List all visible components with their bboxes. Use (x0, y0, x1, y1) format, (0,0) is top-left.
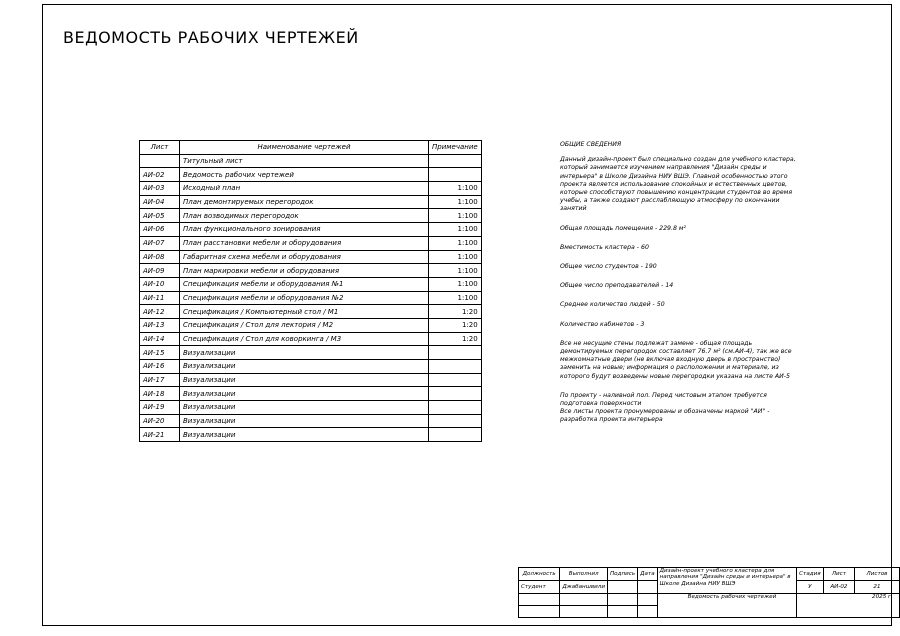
sheet-note: 1:100 (429, 264, 482, 278)
stamp-sheets-count: 21 (854, 581, 899, 594)
table-row (140, 209, 482, 223)
sheet-name: Визуализации (180, 387, 429, 401)
sheet-code: АИ-15 (140, 346, 180, 360)
table-row (140, 250, 482, 264)
sheet-note: 1:100 (429, 236, 482, 250)
sheet-code: АИ-14 (140, 332, 180, 346)
sheet-code: АИ-07 (140, 236, 180, 250)
general-info-paragraph: По проекту - наливной пол. Перед чистовым этапом требуется подготовка поверхности Все листы проекта пронумерованы и обозначены маркой "АИ" - разработка проекта интерьера (560, 391, 770, 424)
general-info-paragraph: Среднее количество людей - 50 (560, 301, 665, 309)
table-row (140, 264, 482, 278)
sheet-name: План функционального зонирования (180, 223, 429, 237)
sheet-note (429, 387, 482, 401)
table-row (140, 182, 482, 196)
sheet-code: АИ-13 (140, 318, 180, 332)
sheet-note: 1:20 (429, 332, 482, 346)
table-row (140, 223, 482, 237)
sheet-note: 1:20 (429, 318, 482, 332)
sheets-header-cell: Наименование чертежей (180, 141, 429, 155)
sheet-name: Визуализации (180, 373, 429, 387)
stamp-header-stage: Стадия (796, 568, 823, 581)
general-info-paragraph: Данный дизайн-проект был специально создан для учебного кластера, который занимается изучением направления "Дизайн среды и интерьера" в Школе Дизайна НИУ ВШЭ. Главной особенностью этого проекта является использование спокойных и естественных цветов, которые способствуют повышению концентрации студентов во время учебы, а также создают расслабляющую атмосферу по окончании занятий (560, 156, 796, 213)
sheet-note (429, 346, 482, 360)
table-row (140, 277, 482, 291)
table-row (140, 414, 482, 428)
table-row (140, 195, 482, 209)
sheet-name: Титульный лист (180, 154, 429, 168)
stamp-empty-5 (519, 606, 560, 618)
sheet-note: 1:100 (429, 250, 482, 264)
title-block (518, 567, 900, 618)
general-info-paragraph: Общая площадь помещения - 229.8 м² (560, 224, 687, 232)
stamp-header-position: Должность (519, 568, 560, 581)
general-info-paragraph: Общее число студентов - 190 (560, 263, 657, 271)
sheet-note (429, 373, 482, 387)
stamp-performer: Джабаншвили (560, 581, 608, 594)
general-info-paragraph: Общее число преподавателей - 14 (560, 282, 674, 290)
sheet-note: 1:20 (429, 305, 482, 319)
sheet-code: АИ-21 (140, 428, 180, 442)
sheets-table-header (140, 141, 482, 155)
sheet-code: АИ-04 (140, 195, 180, 209)
sheet-name: Спецификация / Компьютерный стол / М1 (180, 305, 429, 319)
sheets-header-cell: Примечание (429, 141, 482, 155)
stamp-empty-4 (638, 594, 657, 606)
general-info-paragraph: Вместимость кластера - 60 (560, 243, 649, 251)
sheet-note: 1:100 (429, 195, 482, 209)
stamp-project-name: Дизайн-проект учебного кластера для направления "Дизайн среды и интерьера" в Школе Дизайна НИУ ВШЭ (657, 568, 796, 594)
stamp-empty-3 (607, 594, 637, 606)
general-info-paragraphs (560, 156, 796, 424)
stamp-position: Студент (519, 581, 560, 594)
sheet-note (429, 414, 482, 428)
sheet-code: АИ-10 (140, 277, 180, 291)
sheet-name: Исходный план (180, 182, 429, 196)
sheet-code: АИ-02 (140, 168, 180, 182)
sheet-note: 1:100 (429, 277, 482, 291)
stamp-empty-2 (560, 594, 608, 606)
table-row (140, 401, 482, 415)
sheet-name: Визуализации (180, 346, 429, 360)
table-row (140, 387, 482, 401)
stamp-header-signature: Подпись (607, 568, 637, 581)
stamp-header-performer: Выполнил (560, 568, 608, 581)
sheet-name: Ведомость рабочих чертежей (180, 168, 429, 182)
sheet-note (429, 168, 482, 182)
stamp-sheet-name: Ведомость рабочих чертежей (657, 594, 796, 618)
sheet-note: 1:100 (429, 209, 482, 223)
table-row (140, 236, 482, 250)
stamp-stage: У (796, 581, 823, 594)
sheet-name: Визуализации (180, 428, 429, 442)
table-row (140, 346, 482, 360)
sheet-name: Спецификация мебели и оборудования №1 (180, 277, 429, 291)
sheet-note (429, 154, 482, 168)
sheet-code: АИ-17 (140, 373, 180, 387)
stamp-empty-8 (638, 606, 657, 618)
stamp-header-sheets: Листов (854, 568, 899, 581)
stamp-empty-1 (519, 594, 560, 606)
sheet-code: АИ-03 (140, 182, 180, 196)
general-info-title: ОБЩИЕ СВЕДЕНИЯ (560, 141, 622, 148)
sheet-name: Габаритная схема мебели и оборудования (180, 250, 429, 264)
stamp-header-date: Дата (638, 568, 657, 581)
sheet-note: 1:100 (429, 182, 482, 196)
sheet-name: Визуализации (180, 414, 429, 428)
sheet-code: АИ-09 (140, 264, 180, 278)
stamp-sheet: АИ-02 (823, 581, 854, 594)
sheet-note: 1:100 (429, 223, 482, 237)
general-info (560, 141, 796, 436)
sheets-table (139, 140, 482, 442)
table-row (140, 291, 482, 305)
table-row (140, 373, 482, 387)
sheet-code: АИ-16 (140, 360, 180, 374)
sheet-note (429, 360, 482, 374)
sheet-name: Спецификация / Стол для коворкинга / М3 (180, 332, 429, 346)
stamp-empty-6 (560, 606, 608, 618)
sheet-name: Визуализации (180, 401, 429, 415)
sheet-note (429, 401, 482, 415)
table-row (140, 428, 482, 442)
sheet-name: План маркировки мебели и оборудования (180, 264, 429, 278)
stamp-year: 2025 г (796, 594, 899, 618)
sheet-name: Визуализации (180, 360, 429, 374)
sheet-code: АИ-08 (140, 250, 180, 264)
table-row (140, 154, 482, 168)
sheet-name: Спецификация мебели и оборудования №2 (180, 291, 429, 305)
page-title: ВЕДОМОСТЬ РАБОЧИХ ЧЕРТЕЖЕЙ (63, 28, 359, 47)
sheet-name: План демонтируемых перегородок (180, 195, 429, 209)
table-row (140, 168, 482, 182)
general-info-paragraph: Все не несущие стены подлежат замене - общая площадь демонтируемых перегородок составляет 76.7 м² (см.АИ-4), так же все межкомнатные двери (не включая входную дверь в пространство) заменить на новые; информация о расположении и материале, из которого будут возведены новые перегородки указана на листе АИ-5 (560, 339, 792, 380)
sheet-name: План расстановки мебели и оборудования (180, 236, 429, 250)
sheet-code: АИ-20 (140, 414, 180, 428)
sheet-code: АИ-06 (140, 223, 180, 237)
table-row (140, 360, 482, 374)
stamp-header-sheet: Лист (823, 568, 854, 581)
sheet-code: АИ-12 (140, 305, 180, 319)
sheet-code: АИ-11 (140, 291, 180, 305)
sheet-note: 1:100 (429, 291, 482, 305)
sheet-name: Спецификация / Стол для лектория / М2 (180, 318, 429, 332)
stamp-date (638, 581, 657, 594)
sheet-code: АИ-19 (140, 401, 180, 415)
table-row (140, 305, 482, 319)
general-info-paragraph: Количество кабинетов - 3 (560, 320, 645, 328)
table-row (140, 318, 482, 332)
sheet-code: АИ-18 (140, 387, 180, 401)
sheet-name: План возводимых перегородок (180, 209, 429, 223)
stamp-empty-7 (607, 606, 637, 618)
table-row (140, 332, 482, 346)
stamp-signature (607, 581, 637, 594)
sheet-code: АИ-05 (140, 209, 180, 223)
sheets-header-cell: Лист (140, 141, 180, 155)
sheet-note (429, 428, 482, 442)
sheet-code (140, 154, 180, 168)
